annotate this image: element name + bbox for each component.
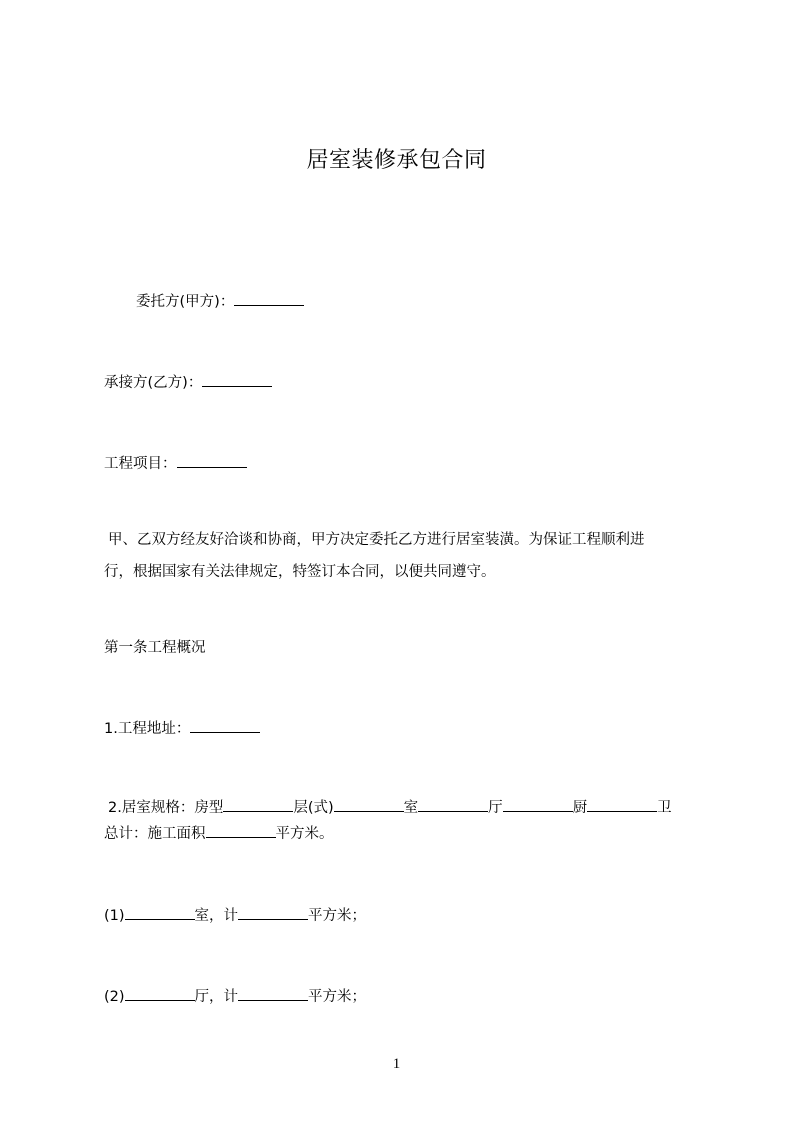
party-b-line bbox=[104, 372, 272, 393]
sub-item-2-count-blank[interactable] bbox=[125, 986, 195, 1001]
address-blank[interactable] bbox=[190, 718, 260, 733]
kitchen-label: 厨 bbox=[572, 800, 588, 816]
party-a-line bbox=[136, 291, 304, 312]
bathroom-label-clipped: 卫 bbox=[657, 800, 672, 816]
project-label: 工程项目： bbox=[104, 456, 177, 472]
intro-paragraph bbox=[104, 524, 704, 588]
project-line bbox=[104, 453, 247, 474]
item-1-line bbox=[104, 718, 260, 739]
hall-label: 厅 bbox=[488, 800, 503, 816]
item-2-line-1 bbox=[104, 797, 698, 818]
party-b-label: 承接方(乙方)： bbox=[104, 375, 203, 391]
item-1-label: 1.工程地址： bbox=[104, 721, 191, 737]
total-area-unit: 平方米。 bbox=[275, 826, 334, 842]
document-title: 居室装修承包合同 bbox=[306, 148, 487, 173]
intro-line-2: 行，根据国家有关法律规定，特签订本合同，以便共同遵守。 bbox=[104, 564, 496, 580]
party-b-blank[interactable] bbox=[202, 372, 272, 387]
sub-item-1 bbox=[104, 905, 366, 926]
house-type-blank[interactable] bbox=[223, 797, 293, 812]
hall-blank[interactable] bbox=[503, 797, 573, 812]
project-blank[interactable] bbox=[177, 453, 247, 468]
intro-line-1: 甲、乙双方经友好洽谈和协商，甲方决定委托乙方进行居室装潢。为保证工程顺利进 bbox=[108, 532, 645, 548]
item-2-line-2 bbox=[104, 823, 334, 844]
sub-item-1-suffix: 平方米； bbox=[308, 908, 367, 924]
sub-item-2-suffix: 平方米； bbox=[308, 989, 367, 1005]
floor-blank[interactable] bbox=[334, 797, 404, 812]
sub-item-1-prefix: (1) bbox=[104, 908, 125, 924]
sub-item-2-area-blank[interactable] bbox=[238, 986, 308, 1001]
room-blank[interactable] bbox=[418, 797, 488, 812]
article-1-heading: 第一条工程概况 bbox=[104, 640, 206, 656]
total-area-label: 总计：施工面积 bbox=[104, 826, 206, 842]
total-area-blank[interactable] bbox=[206, 823, 276, 838]
sub-item-1-count-blank[interactable] bbox=[125, 905, 195, 920]
floor-label: 层(式) bbox=[293, 800, 334, 816]
sub-item-2-unit: 厅，计 bbox=[194, 989, 239, 1005]
sub-item-2 bbox=[104, 986, 366, 1007]
kitchen-blank[interactable] bbox=[587, 797, 657, 812]
room-label: 室 bbox=[403, 800, 419, 816]
party-a-label: 委托方(甲方)： bbox=[136, 294, 235, 310]
sub-item-1-area-blank[interactable] bbox=[238, 905, 308, 920]
party-a-blank[interactable] bbox=[234, 291, 304, 306]
item-2-label: 2.居室规格：房型 bbox=[108, 800, 224, 816]
sub-item-2-prefix: (2) bbox=[104, 989, 125, 1005]
page-number: 1 bbox=[392, 1056, 401, 1072]
sub-item-1-unit: 室，计 bbox=[194, 908, 239, 924]
